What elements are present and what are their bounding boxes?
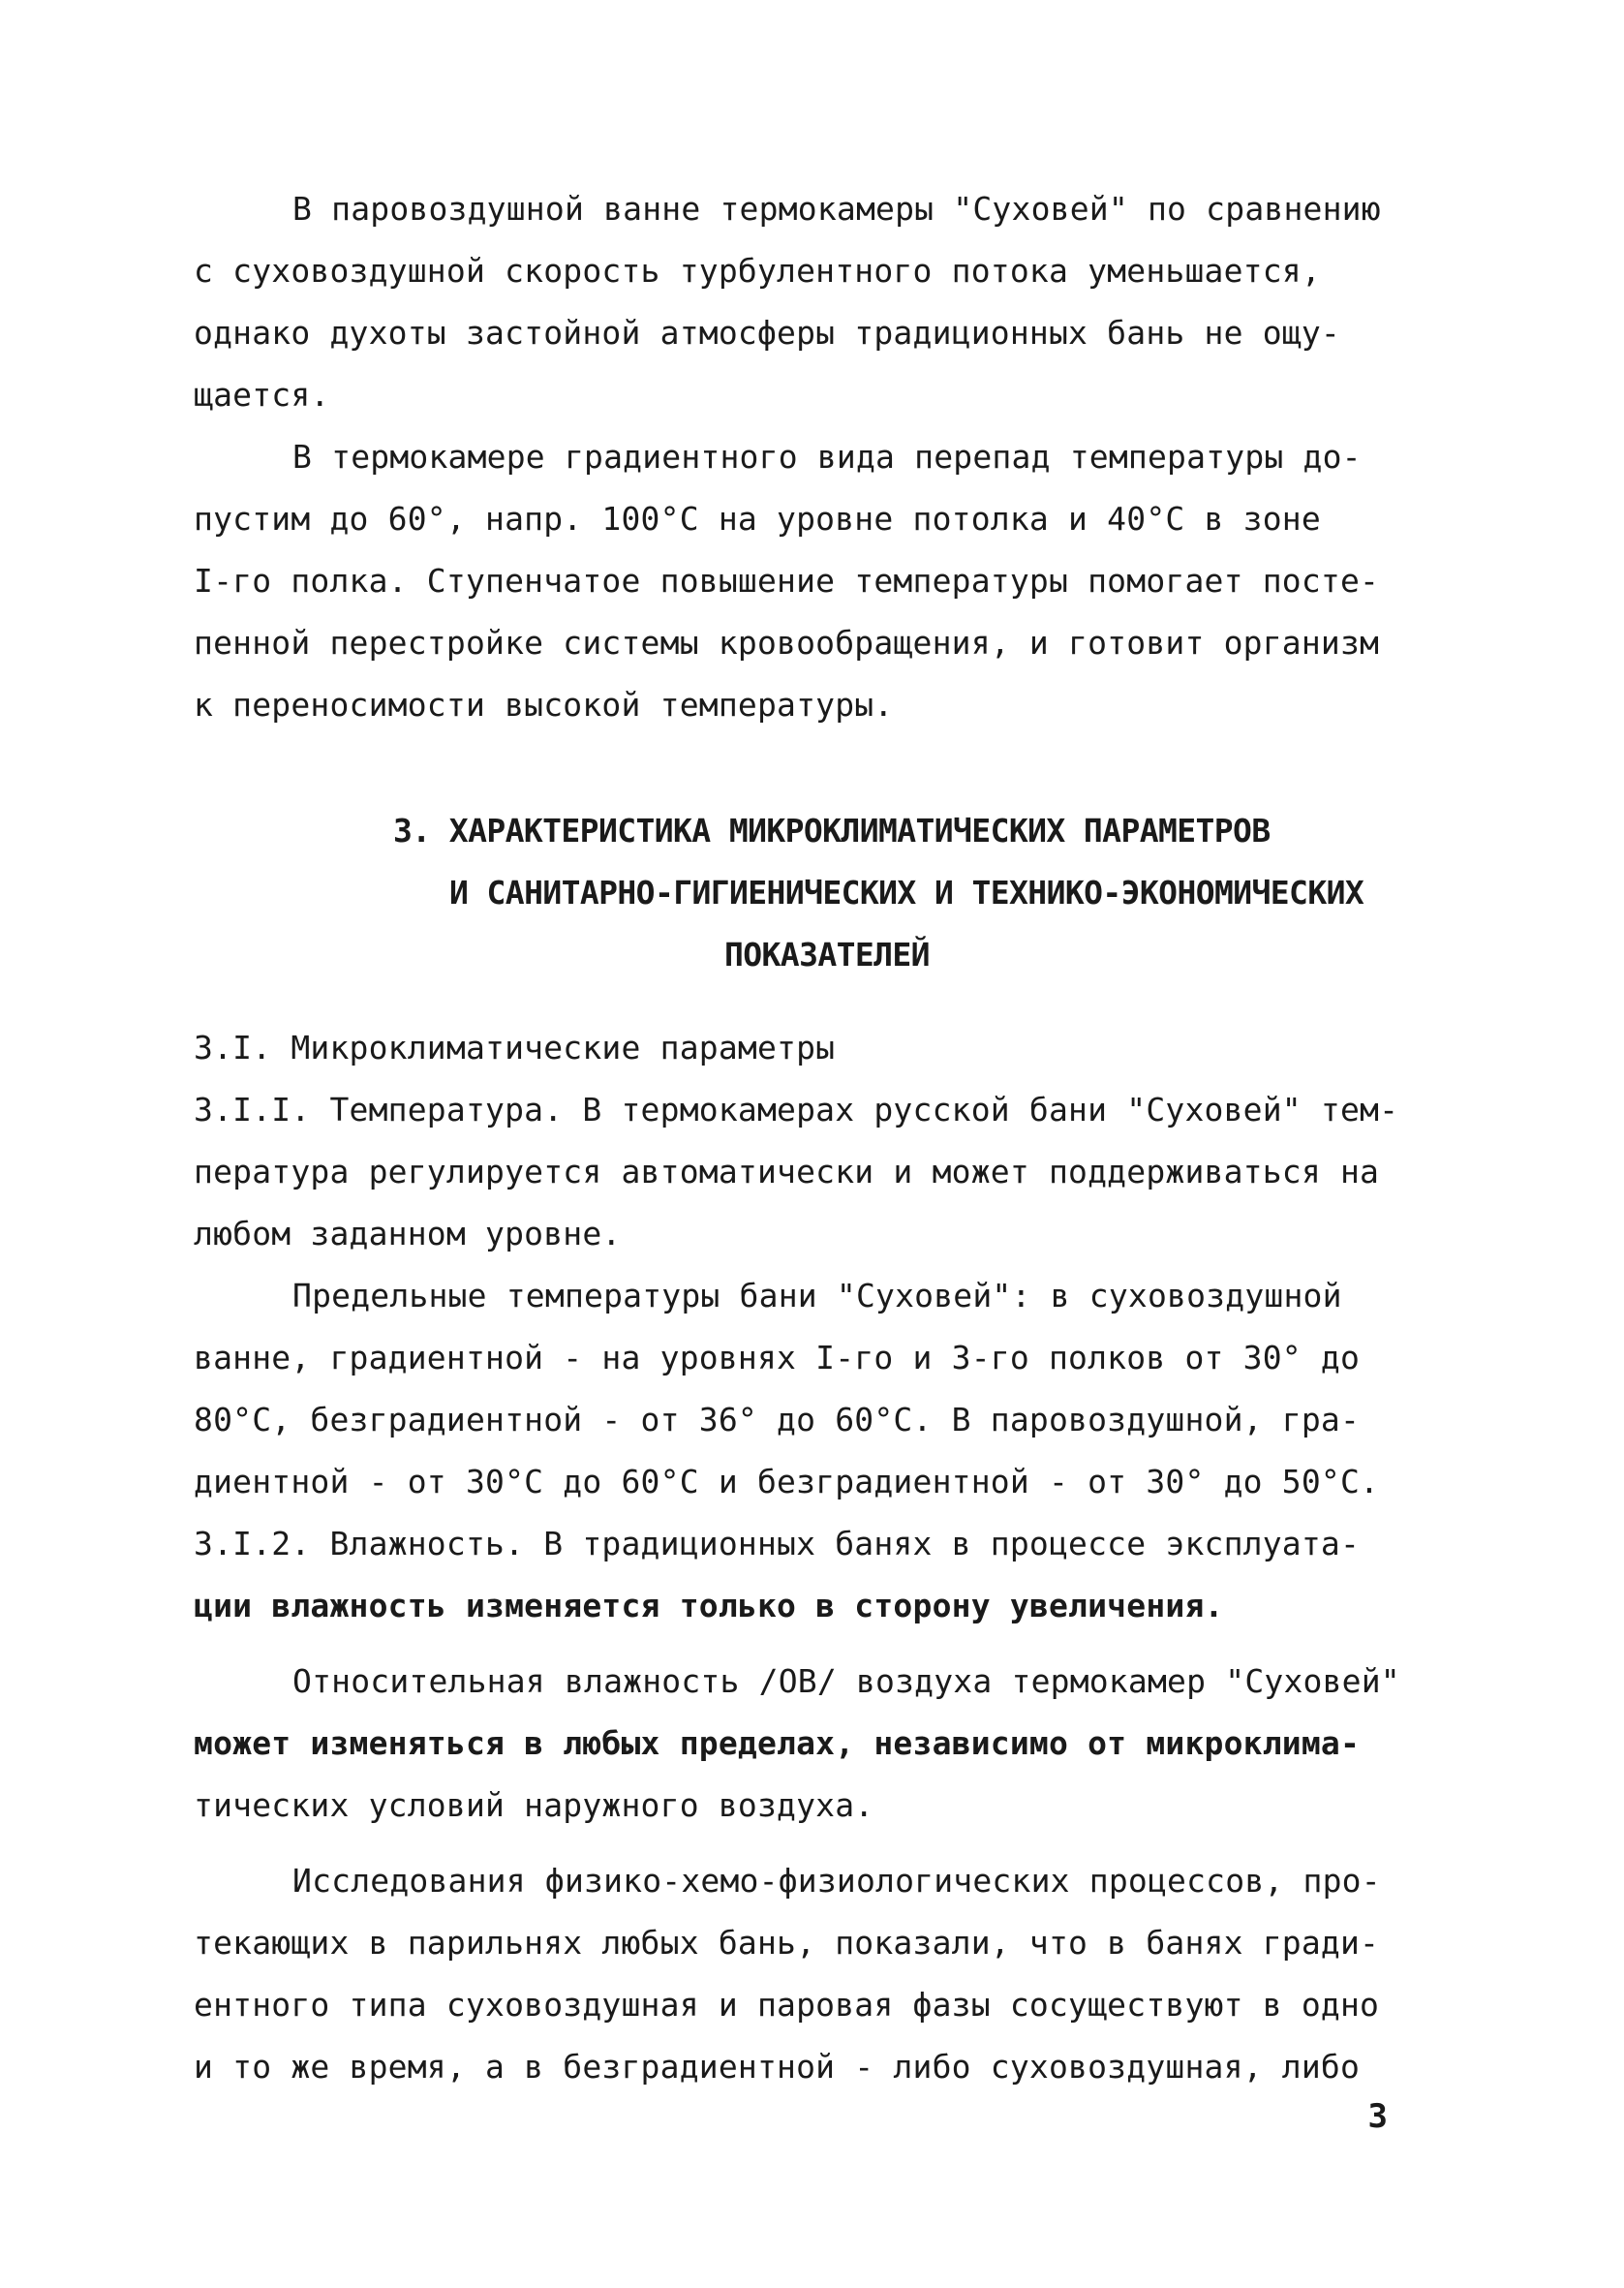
paragraph-1-line-4: щается. xyxy=(194,376,330,414)
relative-humidity-line-3: тических условий наружного воздуха. xyxy=(194,1786,874,1824)
relative-humidity-line-2: может изменяться в любых пределах, независимо от микроклима- xyxy=(194,1724,1361,1762)
paragraph-1-line-3: однако духоты застойной атмосферы традиционных бань не ощу- xyxy=(194,314,1340,352)
section-heading-line-2: И САНИТАРНО-ГИГИЕНИЧЕСКИХ И ТЕХНИКО-ЭКОНОМИЧЕСКИХ xyxy=(449,874,1364,912)
humidity-line-1: 3.I.2. Влажность. В традиционных банях в процессе эксплуата- xyxy=(194,1525,1361,1562)
temperature-line-2: пература регулируется автоматически и может поддерживаться на xyxy=(194,1153,1380,1190)
limits-line-1: Предельные температуры бани "Суховей": в суховоздушной xyxy=(292,1277,1342,1314)
limits-line-3: 80°С, безградиентной - от 36° до 60°С. В паровоздушной, гра- xyxy=(194,1401,1361,1438)
paragraph-2-line-5: к переносимости высокой температуры. xyxy=(194,686,894,724)
relative-humidity-line-1: Относительная влажность /ОВ/ воздуха термокамер "Суховей" xyxy=(292,1662,1400,1700)
paragraph-2-line-2: пустим до 60°, напр. 100°С на уровне потолка и 40°С в зоне xyxy=(194,500,1321,538)
research-line-1: Исследования физико-хемо-физиологических процессов, про- xyxy=(292,1862,1381,1900)
limits-line-2: ванне, градиентной - на уровнях I-го и 3-го полков от 30° до xyxy=(194,1339,1361,1376)
paragraph-2-line-1: В термокамере градиентного вида перепад температуры до- xyxy=(292,438,1362,476)
paragraph-1-line-1: В паровоздушной ванне термокамеры "Суховей" по сравнению xyxy=(292,190,1381,228)
temperature-line-3: любом заданном уровне. xyxy=(194,1215,622,1252)
section-heading-line-3: ПОКАЗАТЕЛЕЙ xyxy=(724,936,930,974)
limits-line-4: диентной - от 30°С до 60°С и безградиентной - от 30° до 50°С. xyxy=(194,1463,1380,1500)
paragraph-1-line-2: с суховоздушной скорость турбулентного потока уменьшается, xyxy=(194,252,1321,290)
temperature-line-1: 3.I.I. Температура. В термокамерах русской бани "Суховей" тем- xyxy=(194,1091,1399,1129)
humidity-line-2: ции влажность изменяется только в сторону увеличения. xyxy=(194,1587,1224,1624)
research-line-2: текающих в парильнях любых бань, показали, что в банях гради- xyxy=(194,1924,1380,1962)
paragraph-2-line-3: I-го полка. Ступенчатое повышение температуры помогает посте- xyxy=(194,562,1380,600)
research-line-4: и то же время, а в безградиентной - либо суховоздушная, либо xyxy=(194,2048,1361,2086)
paragraph-2-line-4: пенной перестройке системы кровообращения, и готовит организм xyxy=(194,624,1380,662)
research-line-3: ентного типа суховоздушная и паровая фазы сосуществуют в одно xyxy=(194,1986,1380,2024)
subsection-title: 3.I. Микроклиматические параметры xyxy=(194,1029,836,1067)
section-heading-line-1: 3. ХАРАКТЕРИСТИКА МИКРОКЛИМАТИЧЕСКИХ ПАРАМЕТРОВ xyxy=(393,812,1271,850)
page-number: 3 xyxy=(1367,2097,1388,2136)
